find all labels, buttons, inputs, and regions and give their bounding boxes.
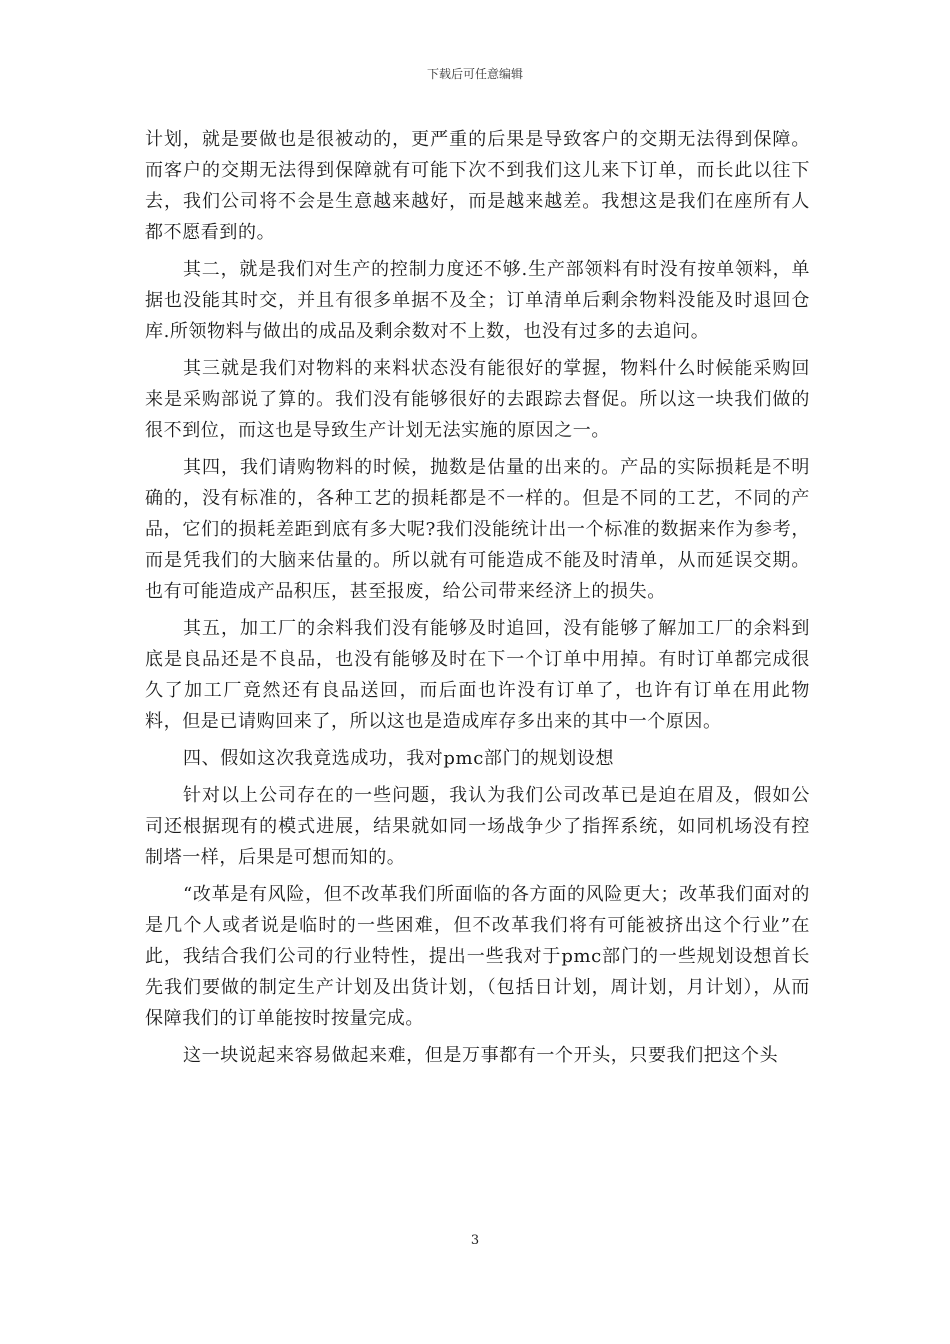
paragraph-point-three: 其三就是我们对物料的来料状态没有能很好的掌握，物料什么时候能采购回来是采购部说了算的。我们没有能够很好的去跟踪去督促。所以这一块我们做的很不到位，而这也是导致生产计划无法实施的原因之一。 bbox=[145, 358, 810, 441]
document-body bbox=[145, 124, 810, 1071]
paragraph-final-line: 这一块说起来容易做起来难，但是万事都有一个开头，只要我们把这个头 bbox=[183, 1045, 779, 1066]
paragraph-reform-intro: 针对以上公司存在的一些问题，我认为我们公司改革已是迫在眉及，假如公司还根据现有的模式进展，结果就如同一场战争少了指挥系统，如同机场没有控制塔一样，后果是可想而知的。 bbox=[145, 785, 810, 868]
paragraph-reform-quote: “改革是有风险，但不改革我们所面临的各方面的风险更大；改革我们面对的是几个人或者说是临时的一些困难，但不改革我们将有可能被挤出这个行业”在此，我结合我们公司的行业特性，提出一些我对于pmc部门的一些规划设想首长先我们要做的制定生产计划及出货计划，（包括日计划，周计划，月计划），从而保障我们的订单能按时按量完成。 bbox=[145, 884, 810, 1029]
paragraph-point-two: 其二，就是我们对生产的控制力度还不够.生产部领料有时没有按单领料，单据也没能其时交，并且有很多单据不及全；订单清单后剩余物料没能及时退回仓库.所领物料与做出的成品及剩余数对不上数，也没有过多的去追问。 bbox=[145, 259, 810, 342]
paragraph-point-five: 其五，加工厂的余料我们没有能够及时追回，没有能够了解加工厂的余料到底是良品还是不良品，也没有能够及时在下一个订单中用掉。有时订单都完成很久了加工厂竟然还有良品送回，而后面也许没有订单了，也许有订单在用此物料，但是已请购回来了，所以这也是造成库存多出来的其中一个原因。 bbox=[145, 618, 810, 732]
page-header: 下载后可任意编辑 bbox=[426, 67, 523, 81]
section-heading-four: 四、假如这次我竟选成功，我对pmc部门的规划设想 bbox=[183, 748, 615, 769]
page-number: 3 bbox=[470, 1233, 480, 1248]
paragraph-point-four: 其四，我们请购物料的时候，抛数是估量的出来的。产品的实际损耗是不明确的，没有标准的，各种工艺的损耗都是不一样的。但是不同的工艺，不同的产品，它们的损耗差距到底有多大呢?我们没能统计出一个标准的数据来作为参考，而是凭我们的大脑来估量的。所以就有可能造成不能及时清单，从而延误交期。也有可能造成产品积压，甚至报废，给公司带来经济上的损失。 bbox=[145, 457, 810, 602]
paragraph-continuation: 计划，就是要做也是很被动的，更严重的后果是导致客户的交期无法得到保障。而客户的交期无法得到保障就有可能下次不到我们这儿来下订单，而长此以往下去，我们公司将不会是生意越来越好，而是越来越差。我想这是我们在座所有人都不愿看到的。 bbox=[145, 129, 810, 243]
